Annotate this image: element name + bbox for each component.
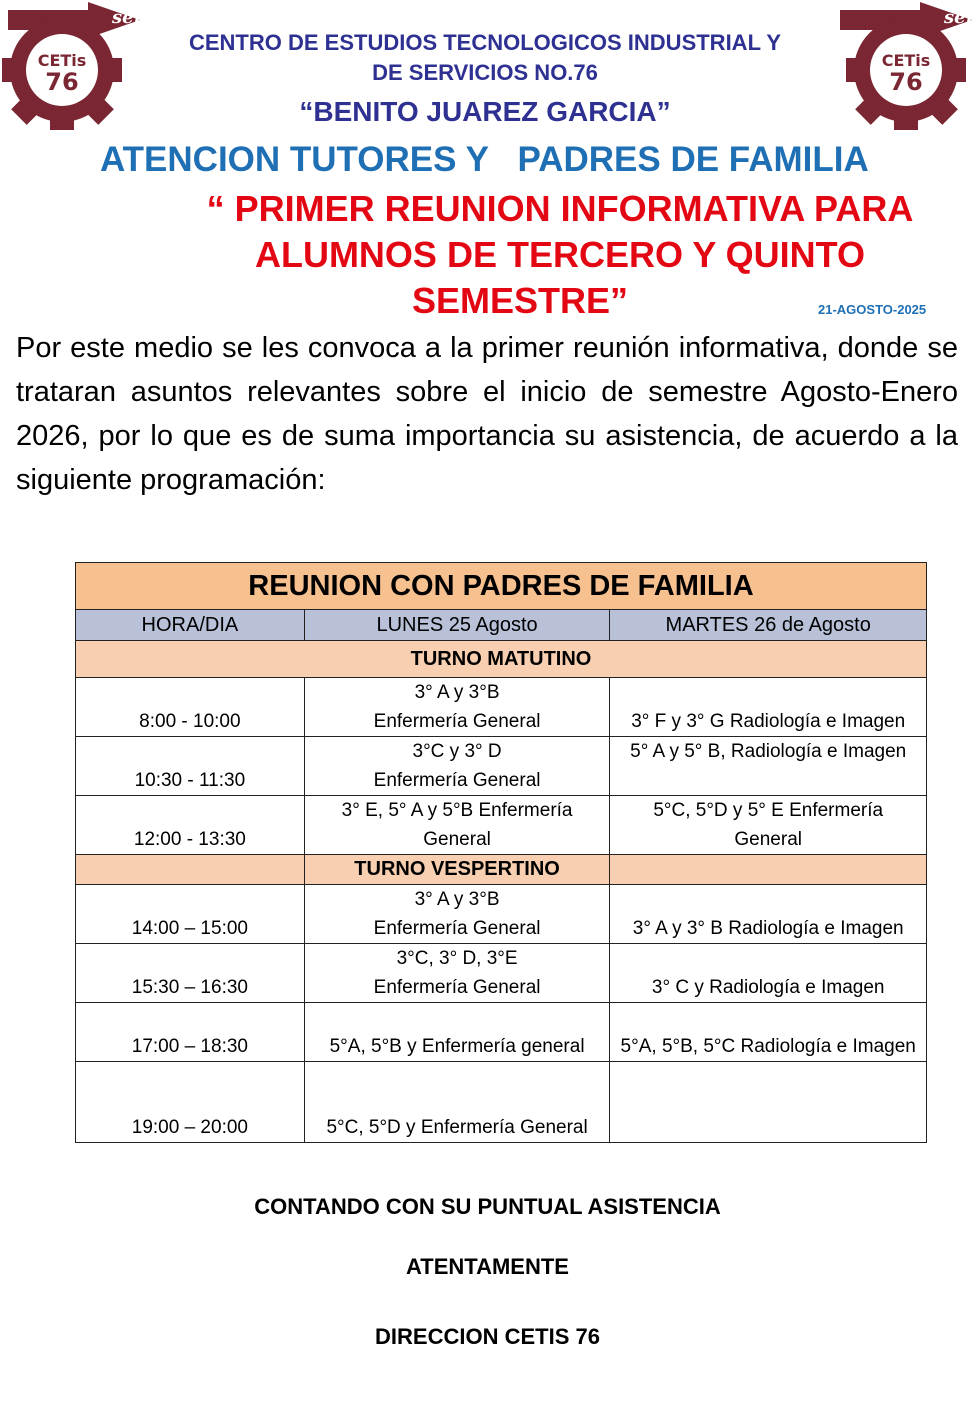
schedule-header-row: [76, 610, 927, 641]
audience-heading: ATENCION TUTORES Y PADRES DE FAMILIA: [100, 140, 869, 179]
header-martes: MARTES 26 de Agosto: [610, 610, 927, 641]
monday-cell-line-2: Enfermería General: [373, 918, 541, 939]
monday-cell-line-2: General: [423, 829, 491, 850]
monday-cell-line-1: 3° A y 3°B: [414, 889, 500, 910]
monday-cell-line-1: 3°C, 3° D, 3°E: [396, 948, 518, 969]
cetis-logo-left: [0, 0, 145, 135]
monday-cell: [304, 944, 610, 1003]
monday-cell: [304, 678, 610, 737]
monday-cell: [304, 885, 610, 944]
monday-cell-line-2: Enfermería General: [373, 711, 541, 732]
time-cell: 10:30 - 11:30: [76, 737, 305, 796]
tuesday-cell: [610, 796, 927, 855]
time-cell: 14:00 – 15:00: [76, 885, 305, 944]
header-hora-dia: HORA/DIA: [76, 610, 305, 641]
monday-cell: [304, 737, 610, 796]
table-row: [76, 796, 927, 855]
time-cell: 19:00 – 20:00: [76, 1062, 305, 1143]
tuesday-cell: 3° C y Radiología e Imagen: [610, 944, 927, 1003]
tuesday-cell: 3° F y 3° G Radiología e Imagen: [610, 678, 927, 737]
monday-cell-line-2: Enfermería General: [373, 977, 541, 998]
time-cell: 12:00 - 13:30: [76, 796, 305, 855]
schedule-table: [75, 562, 927, 1143]
table-row: [76, 944, 927, 1003]
monday-cell: 5°C, 5°D y Enfermería General: [304, 1062, 610, 1143]
table-row: [76, 678, 927, 737]
turno-vespertino-empty-cell: [610, 855, 927, 885]
time-cell: 15:30 – 16:30: [76, 944, 305, 1003]
tuesday-cell: 3° A y 3° B Radiología e Imagen: [610, 885, 927, 944]
institution-name: [145, 28, 825, 88]
turno-matutino-label: TURNO MATUTINO: [76, 641, 927, 678]
monday-cell: 5°A, 5°B y Enfermería general: [304, 1003, 610, 1062]
institution-line-1: CENTRO DE ESTUDIOS TECNOLOGICOS INDUSTRIAL Y: [188, 30, 781, 55]
monday-cell: [304, 796, 610, 855]
notice-body: Por este medio se les convoca a la primer reunión informativa, donde se trataran asuntos relevantes sobre el inicio de semestre Agosto-Enero 2026, por lo que es de suma importancia su asistencia, de acuerdo a la siguiente programación:: [16, 332, 958, 496]
schedule-title-row: [76, 563, 927, 610]
meeting-title-line-1: “ PRIMER REUNION INFORMATIVA PARA: [206, 188, 914, 229]
monday-cell-line-2: Enfermería General: [373, 770, 541, 791]
header-lunes: LUNES 25 Agosto: [304, 610, 610, 641]
institution-line-2: DE SERVICIOS NO.76: [372, 60, 598, 85]
time-cell: 8:00 - 10:00: [76, 678, 305, 737]
turno-matutino-row: [76, 641, 927, 678]
turno-vespertino-row: [76, 855, 927, 885]
turno-vespertino-label: TURNO VESPERTINO: [304, 855, 610, 885]
turno-vespertino-empty-cell: [76, 855, 305, 885]
monday-cell-line-1: 3° A y 3°B: [414, 682, 500, 703]
meeting-title-line-3: SEMESTRE”: [411, 280, 629, 321]
table-row: [76, 1003, 927, 1062]
tuesday-cell: [610, 1062, 927, 1143]
svg-text:CETis: CETis: [881, 51, 931, 70]
closing-signature: DIRECCION CETIS 76: [375, 1324, 600, 1349]
time-cell: 17:00 – 18:30: [76, 1003, 305, 1062]
notice-date: 21-AGOSTO-2025: [818, 302, 927, 317]
tuesday-cell-line-2: General: [734, 829, 802, 850]
monday-cell-line-1: 3°C y 3° D: [412, 741, 502, 762]
svg-text:sep: sep: [944, 7, 977, 28]
cetis-logo-right: [832, 0, 977, 135]
monday-cell-line-1: 3° E, 5° A y 5°B Enfermería: [341, 800, 573, 821]
tuesday-cell-line-1: 5°C, 5°D y 5° E Enfermería: [653, 800, 884, 821]
table-row: [76, 885, 927, 944]
closing-attendance: CONTANDO CON SU PUNTUAL ASISTENCIA: [254, 1194, 721, 1219]
svg-text:76: 76: [45, 68, 79, 96]
closing-atentamente: ATENTAMENTE: [406, 1254, 569, 1279]
tuesday-cell: 5°A, 5°B, 5°C Radiología e Imagen: [610, 1003, 927, 1062]
svg-text:sep: sep: [112, 7, 145, 28]
tuesday-cell: 5° A y 5° B, Radiología e Imagen: [610, 737, 927, 796]
table-row: [76, 1062, 927, 1143]
school-name: “BENITO JUAREZ GARCIA”: [299, 96, 671, 127]
meeting-title-line-2: ALUMNOS DE TERCERO Y QUINTO: [254, 234, 866, 275]
svg-text:CETis: CETis: [37, 51, 87, 70]
table-row: [76, 737, 927, 796]
svg-text:76: 76: [889, 68, 923, 96]
schedule-title: REUNION CON PADRES DE FAMILIA: [76, 563, 927, 610]
